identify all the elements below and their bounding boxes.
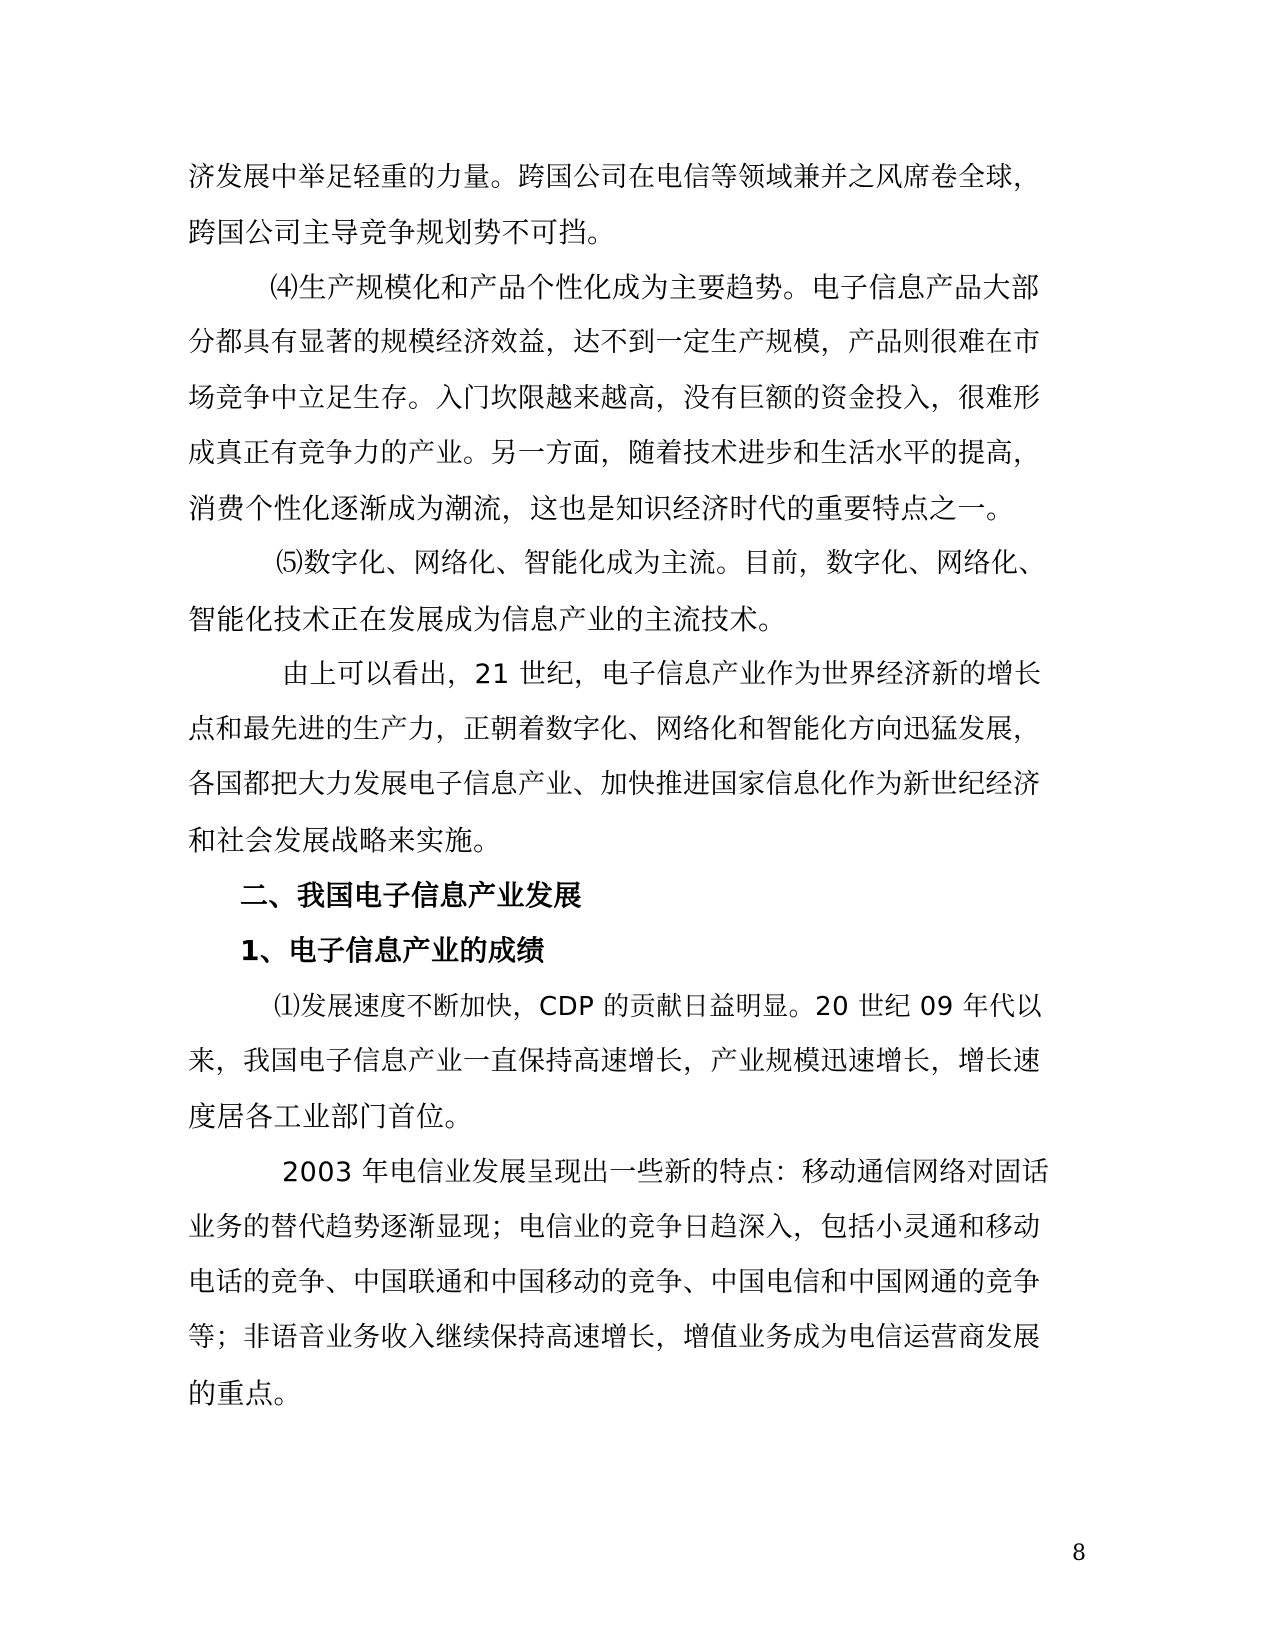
page-number: 8 [1072,1541,1086,1566]
paragraph-item-5-start: ⑸数字化、网络化、智能化成为主流。目前，数字化、网络化、 [276,548,1046,579]
text-line: 成真正有竞争力的产业。另一方面，随着技术进步和生活水平的提高， [188,438,1041,469]
subsection-heading: 1、电子信息产业的成绩 [240,934,545,967]
text-line: 度居各工业部门首位。 [188,1100,474,1133]
text-line: 业务的替代趋势逐渐显现；电信业的竞争日趋深入，包括小灵通和移动 [188,1212,1041,1243]
text-line: 电话的竞争、中国联通和中国移动的竞争、中国电信和中国网通的竞争 [188,1267,1041,1298]
text-line: 的重点。 [188,1377,303,1410]
text-line: 跨国公司主导竞争规划势不可挡。 [188,216,616,249]
paragraph-2003-start: 2003 年电信业发展呈现出一些新的特点：移动通信网络对固话 [282,1157,1050,1188]
text-line: 点和最先进的生产力，正朝着数字化、网络化和智能化方向迅猛发展， [188,714,1041,745]
text-line: 和社会发展战略来实施。 [188,824,502,857]
text-line: 等；非语音业务收入继续保持高速增长，增值业务成为电信运营商发展 [188,1322,1041,1353]
section-heading: 二、我国电子信息产业发展 [240,879,583,912]
text-line: 智能化技术正在发展成为信息产业的主流技术。 [188,603,787,636]
text-line: 场竞争中立足生存。入门坎限越来越高，没有巨额的资金投入，很难形 [188,383,1041,414]
paragraph-item-1-start: ⑴发展速度不断加快，CDP 的贡献日益明显。20 世纪 09 年代以 [274,992,1043,1022]
text-line: 分都具有显著的规模经济效益，达不到一定生产规模，产品则很难在市 [188,327,1041,358]
text-line: 各国都把大力发展电子信息产业、加快推进国家信息化作为新世纪经济 [188,769,1041,800]
text-line: 济发展中举足轻重的力量。跨国公司在电信等领域兼并之风席卷全球， [188,162,1041,193]
paragraph-summary-start: 由上可以看出，21 世纪，电子信息产业作为世界经济新的增长 [282,659,1042,690]
text-line: 来，我国电子信息产业一直保持高速增长，产业规模迅速增长，增长速 [188,1046,1041,1077]
paragraph-item-4-start: ⑷生产规模化和产品个性化成为主要趋势。电子信息产品大部 [270,271,1040,304]
text-line: 消费个性化逐渐成为潮流，这也是知识经济时代的重要特点之一。 [188,492,1015,525]
